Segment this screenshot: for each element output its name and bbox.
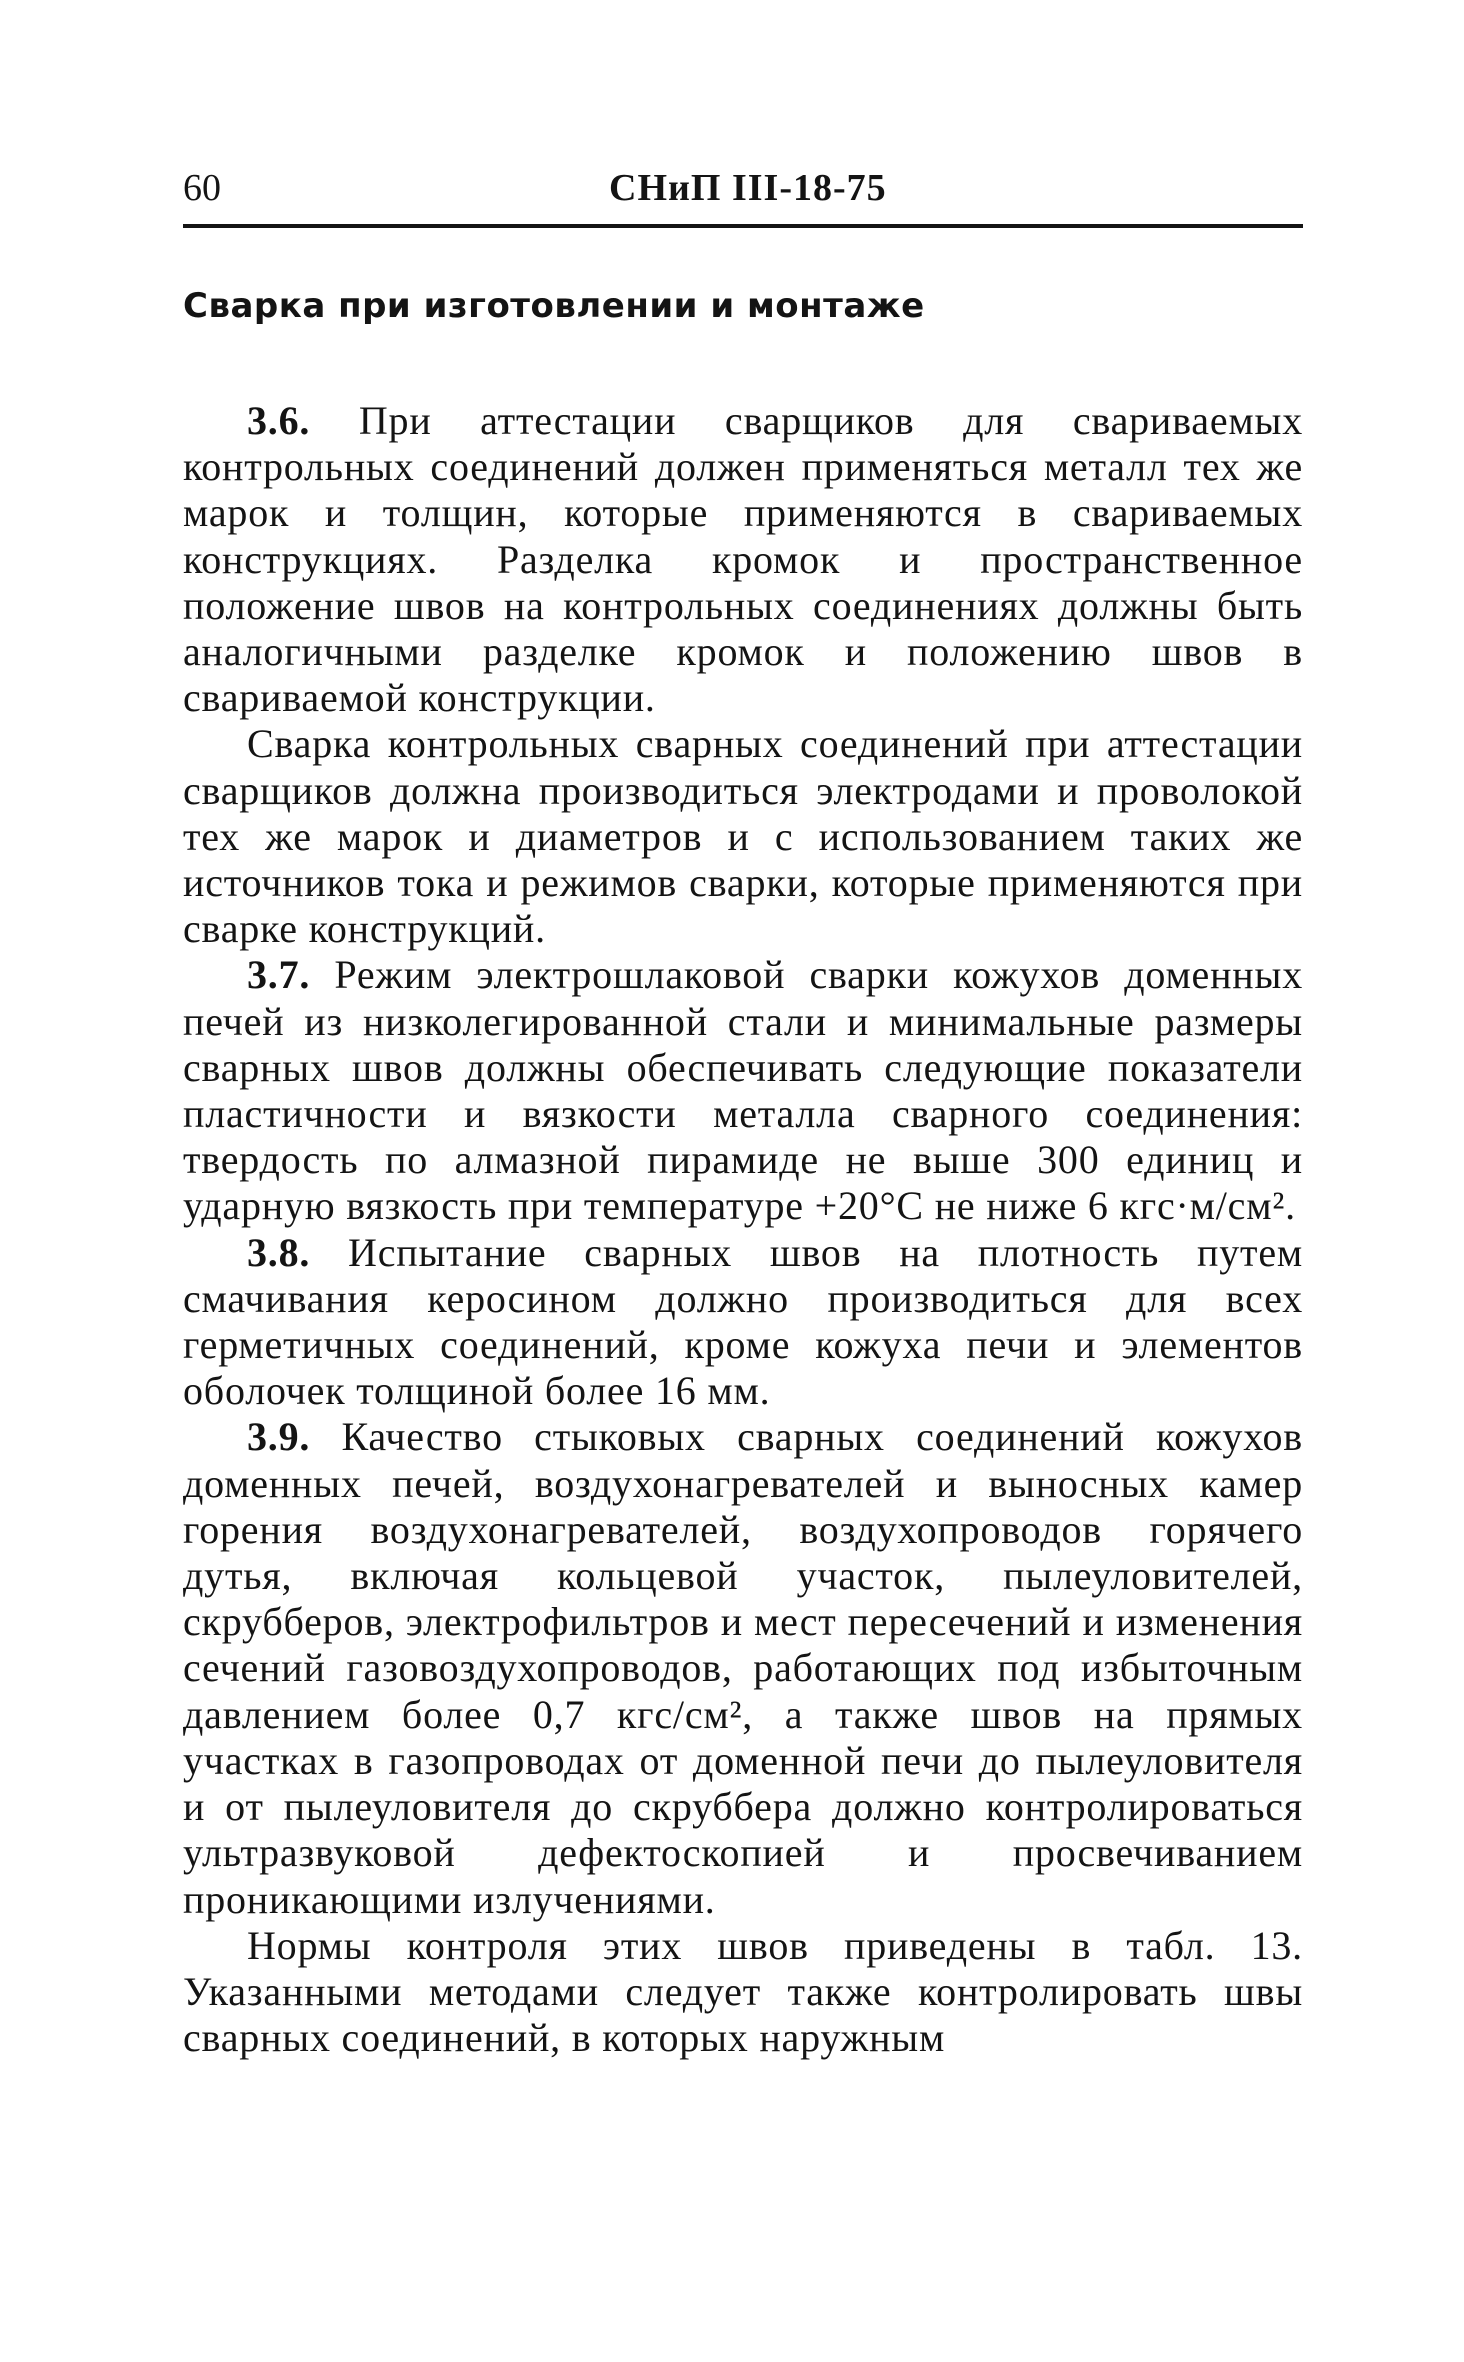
body-text [183, 398, 1303, 2061]
clause-number: 3.9. [247, 1414, 311, 1460]
paragraph-3-7 [183, 952, 1303, 1229]
paragraph-3-8 [183, 1230, 1303, 1415]
document-code: СНиП III-18-75 [609, 167, 887, 209]
paragraph-3-9-continued [183, 1923, 1303, 2062]
section-title: Сварка при изготовлении и монтаже [183, 286, 925, 326]
paragraph-text: Режим электрошлаковой сварки кожухов доменных печей из низколегированной стали и минимальные размеры сварных швов должны обеспечивать следующие показатели пластичности и вязкости металла сварного соединения: твердость по алмазной пирамиде не выше 300 единиц и ударную вязкость при температуре +20°С не ниже 6 кгс·м/см². [183, 952, 1303, 1229]
paragraph-text: Качество стыковых сварных соединений кожухов доменных печей, воздухонагревателей и выносных камер горения воздухонагревателей, воздухопроводов горячего дутья, включая кольцевой участок, пылеуловителей, скрубберов, электрофильтров и мест пересечений и изменения сечений газовоздухопроводов, работающих под избыточным давлением более 0,7 кгс/см², а также швов на прямых участках в газопроводах от доменной печи до пылеуловителя и от пылеуловителя до скруббера должно контролироваться ультразвуковой дефектоскопией и просвечиванием проникающими излучениями. [183, 1414, 1303, 1922]
page-number: 60 [183, 167, 221, 209]
clause-number: 3.6. [247, 398, 311, 443]
clause-number: 3.8. [247, 1229, 311, 1275]
paragraph-text: Испытание сварных швов на плотность путем смачивания керосином должно производиться для всех герметичных соединений, кроме кожуха печи и элементов оболочек толщиной более 16 мм. [183, 1229, 1303, 1414]
paragraph-3-6-continued [183, 721, 1303, 952]
paragraph-text: Сварка контрольных сварных соединений при аттестации сварщиков должна производиться электродами и проволокой тех же марок и диаметров и с использованием таких же источников тока и режимов сварки, которые применяются при сварке конструкций. [183, 721, 1303, 952]
paragraph-text: При аттестации сварщиков для свариваемых контрольных соединений должен применяться металл тех же марок и толщин, которые применяются в свариваемых конструкциях. Разделка кромок и пространственное положение швов на контрольных соединениях должны быть аналогичными разделке кромок и положению швов в свариваемой конструкции. [183, 398, 1303, 721]
paragraph-3-9 [183, 1414, 1303, 1922]
paragraph-3-6 [183, 398, 1303, 721]
document-page [183, 160, 1303, 2061]
header-rule [183, 224, 1303, 228]
paragraph-text: Нормы контроля этих швов приведены в табл. 13. Указанными методами следует также контролировать швы сварных соединений, в которых наружным [183, 1922, 1303, 2061]
clause-number: 3.7. [247, 952, 311, 998]
running-header [183, 160, 1303, 216]
